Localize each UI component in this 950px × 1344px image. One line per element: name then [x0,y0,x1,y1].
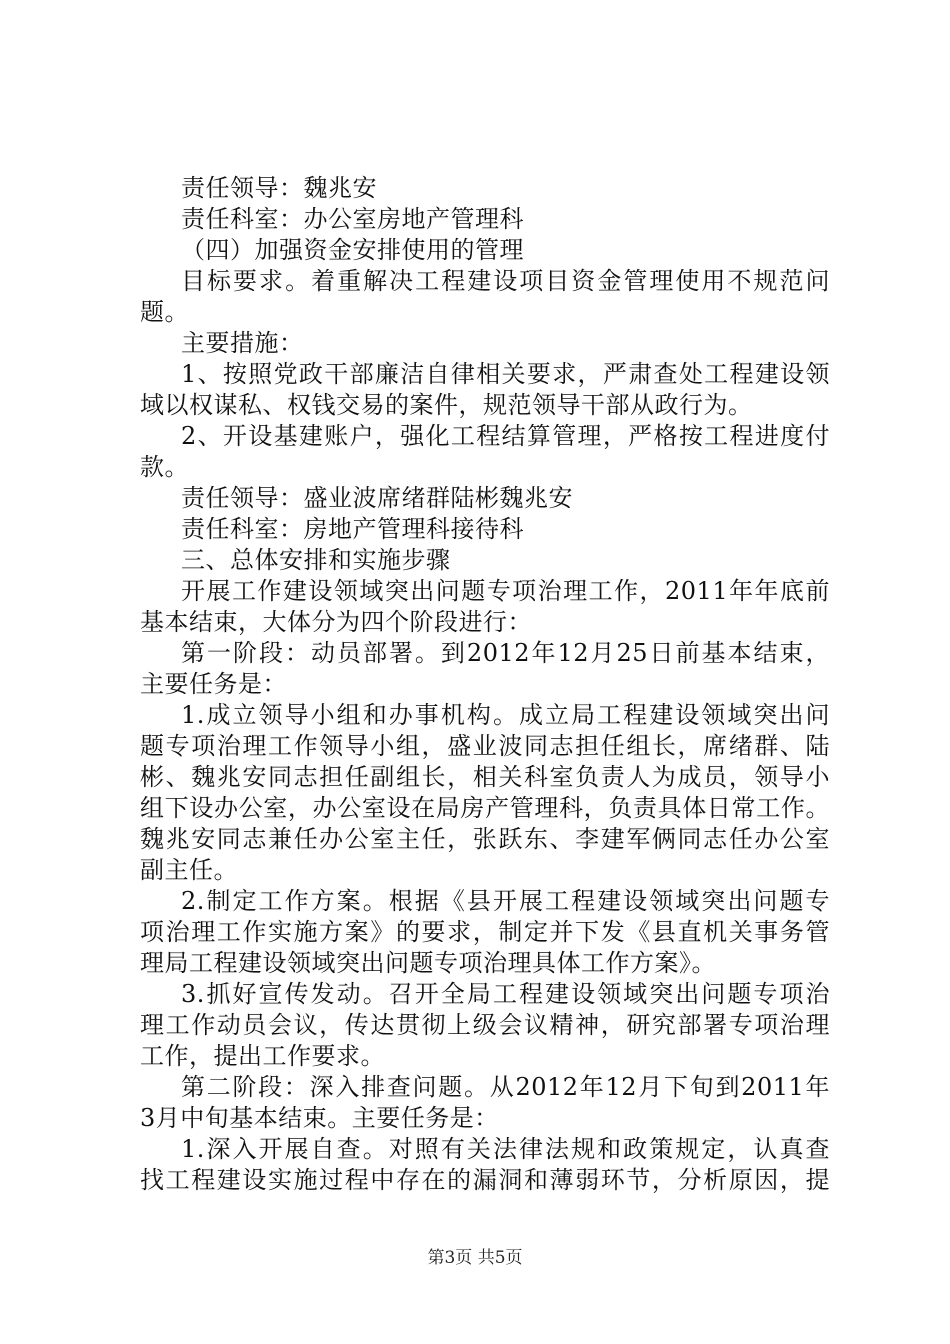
text-line: 责任科室：办公室房地产管理科 [181,205,524,233]
text-line: 责任领导：魏兆安 [181,174,377,202]
text-line: （四）加强资金安排使用的管理 [181,236,524,264]
text-line: 三、总体安排和实施步骤 [181,546,451,574]
text-line: 基本结束，大体分为四个阶段进行： [140,608,532,636]
text-line: 1.深入开展自查。对照有关法律法规和政策规定，认真查 [181,1135,830,1163]
text-line: 目标要求。着重解决工程建设项目资金管理使用不规范问 [181,267,830,295]
text-line: 项治理工作实施方案》的要求，制定并下发《县直机关事务管 [140,918,830,946]
text-line: 2、开设基建账户，强化工程结算管理，严格按工程进度付 [181,422,830,450]
text-line: 域以权谋私、权钱交易的案件，规范领导干部从政行为。 [140,391,753,419]
text-line: 题。 [140,298,189,326]
text-line: 第二阶段：深入排查问题。从2012年12月下旬到2011年 [181,1073,830,1101]
text-line: 工作，提出工作要求。 [140,1042,385,1070]
document-body [140,173,830,1196]
text-line: 副主任。 [140,856,238,884]
text-line: 第一阶段：动员部署。到2012年12月25日前基本结束， [181,639,830,667]
text-line: 理工作动员会议，传达贯彻上级会议精神，研究部署专项治理 [140,1011,830,1039]
text-line: 彬、魏兆安同志担任副组长，相关科室负责人为成员，领导小 [140,763,830,791]
text-line: 1、按照党政干部廉洁自律相关要求，严肃查处工程建设领 [181,360,830,388]
text-line: 魏兆安同志兼任办公室主任，张跃东、李建军俩同志任办公室 [140,825,830,853]
text-line: 主要措施： [181,329,304,357]
text-line: 3月中旬基本结束。主要任务是： [140,1104,499,1132]
text-line: 组下设办公室，办公室设在局房产管理科，负责具体日常工作。 [140,794,830,822]
text-line: 开展工作建设领域突出问题专项治理工作，2011年年底前 [181,577,830,605]
text-line: 主要任务是： [140,670,287,698]
text-line: 找工程建设实施过程中存在的漏洞和薄弱环节，分析原因，提 [140,1166,830,1194]
text-line: 2.制定工作方案。根据《县开展工程建设领域突出问题专 [181,887,830,915]
text-line: 理局工程建设领域突出问题专项治理具体工作方案》。 [140,949,716,977]
text-line: 3.抓好宣传发动。召开全局工程建设领域突出问题专项治 [181,980,830,1008]
page-footer: 第3页 共5页 [427,1248,523,1268]
text-line: 责任科室：房地产管理科接待科 [181,515,524,543]
text-line: 题专项治理工作领导小组，盛业波同志担任组长，席绪群、陆 [140,732,830,760]
text-line: 责任领导：盛业波席绪群陆彬魏兆安 [181,484,573,512]
text-line: 1.成立领导小组和办事机构。成立局工程建设领域突出问 [181,701,830,729]
text-line: 款。 [140,453,189,481]
